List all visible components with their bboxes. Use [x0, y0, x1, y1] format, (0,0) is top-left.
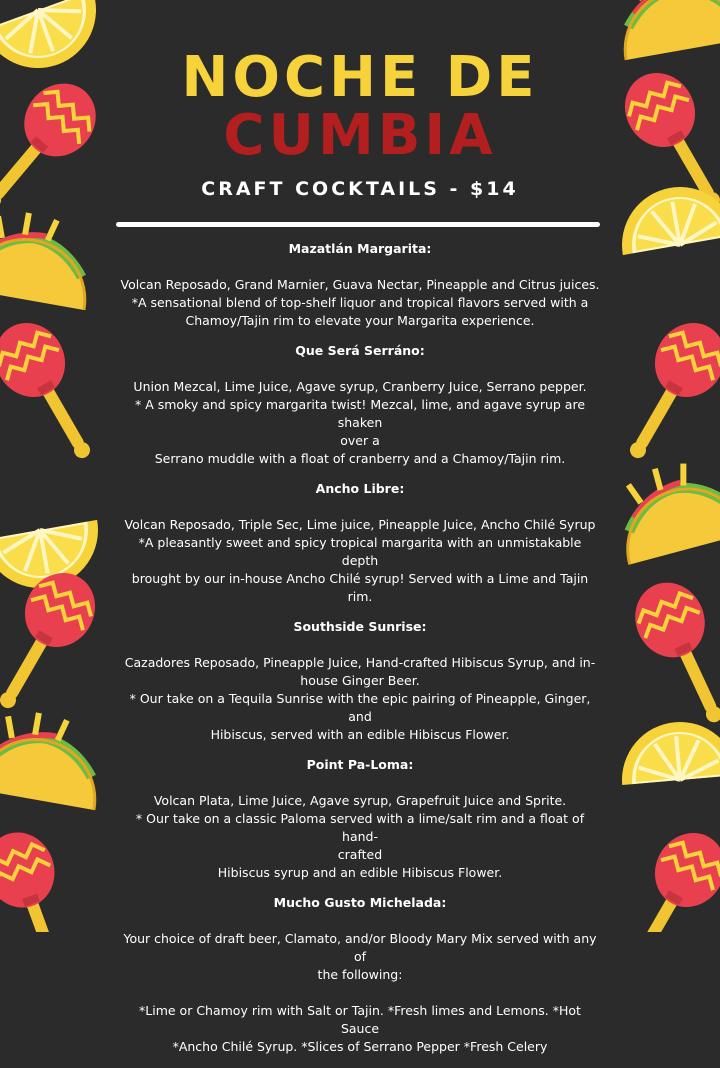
menu-item-name: Que Será Serráno: [295, 343, 425, 358]
menu-item [120, 240, 600, 330]
menu-item-line: Volcan Plata, Lime Juice, Agave syrup, Grapefruit Juice and Sprite. [153, 793, 567, 808]
menu-item-line: Union Mezcal, Lime Juice, Agave syrup, Cranberry Juice, Serrano pepper. [133, 379, 587, 394]
menu-item-line: Chamoy/Tajin rim to elevate your Margarita experience. [185, 313, 535, 328]
menu-item [120, 756, 600, 882]
menu-item-name: Ancho Libre: [315, 481, 405, 496]
menu-item-line: Hibiscus, served with an edible Hibiscus Flower. [210, 727, 510, 742]
menu-item [120, 342, 600, 468]
menu-item-line: Volcan Reposado, Triple Sec, Lime juice, Pineapple Juice, Ancho Chilé Syrup [124, 517, 596, 532]
event-title-line1: NOCHE DE [181, 45, 539, 110]
menu-item-line: Your choice of draft beer, Clamato, and/or Bloody Mary Mix served with any of [123, 931, 597, 964]
menu-item-line [120, 984, 600, 1002]
menu-item [120, 618, 600, 744]
menu-item-line: * Our take on a classic Paloma served with a lime/salt rim and a float of hand- [135, 811, 585, 844]
menu-item [120, 480, 600, 606]
menu-item-line: Volcan Reposado, Grand Marnier, Guava Nectar, Pineapple and Citrus juices. [120, 277, 600, 292]
menu-item-line: brought by our in-house Ancho Chilé syrup! Served with a Lime and Tajin rim. [131, 571, 589, 604]
menu-item-line: house Ginger Beer. [300, 673, 420, 688]
menu-item-line: Cazadores Reposado, Pineapple Juice, Hand-crafted Hibiscus Syrup, and in- [124, 655, 596, 670]
menu-item-line: over a [340, 433, 380, 448]
divider [116, 222, 600, 227]
menu-item-line: *Lime or Chamoy rim with Salt or Tajin. *Fresh limes and Lemons. *Hot Sauce [139, 1003, 581, 1036]
menu-item-line: Serrano muddle with a float of cranberry and a Chamoy/Tajin rim. [154, 451, 566, 466]
cocktail-menu [120, 240, 600, 1068]
menu-item-name: Mazatlán Margarita: [288, 241, 432, 256]
menu-item-line: *A pleasantly sweet and spicy tropical margarita with an unmistakable depth [138, 535, 582, 568]
menu-subtitle: CRAFT COCKTAILS - $14 [201, 178, 519, 200]
menu-item-line: the following: [317, 967, 403, 982]
menu-item-line: *A sensational blend of top-shelf liquor and tropical flavors served with a [131, 295, 589, 310]
menu-item [120, 894, 600, 1056]
menu-item-name: Southside Sunrise: [293, 619, 427, 634]
menu-item-line: * Our take on a Tequila Sunrise with the epic pairing of Pineapple, Ginger, and [129, 691, 591, 724]
menu-item-name: Point Pa-Loma: [306, 757, 414, 772]
menu-item-line: Hibiscus syrup and an edible Hibiscus Flower. [217, 865, 503, 880]
menu-item-line: * A smoky and spicy margarita twist! Mezcal, lime, and agave syrup are shaken [134, 397, 586, 430]
menu-item-line: crafted [337, 847, 383, 862]
menu-item-name: Mucho Gusto Michelada: [273, 895, 447, 910]
event-title-line2: CUMBIA [223, 103, 497, 168]
menu-item-line: *Ancho Chilé Syrup. *Slices of Serrano Pepper *Fresh Celery [172, 1039, 548, 1054]
